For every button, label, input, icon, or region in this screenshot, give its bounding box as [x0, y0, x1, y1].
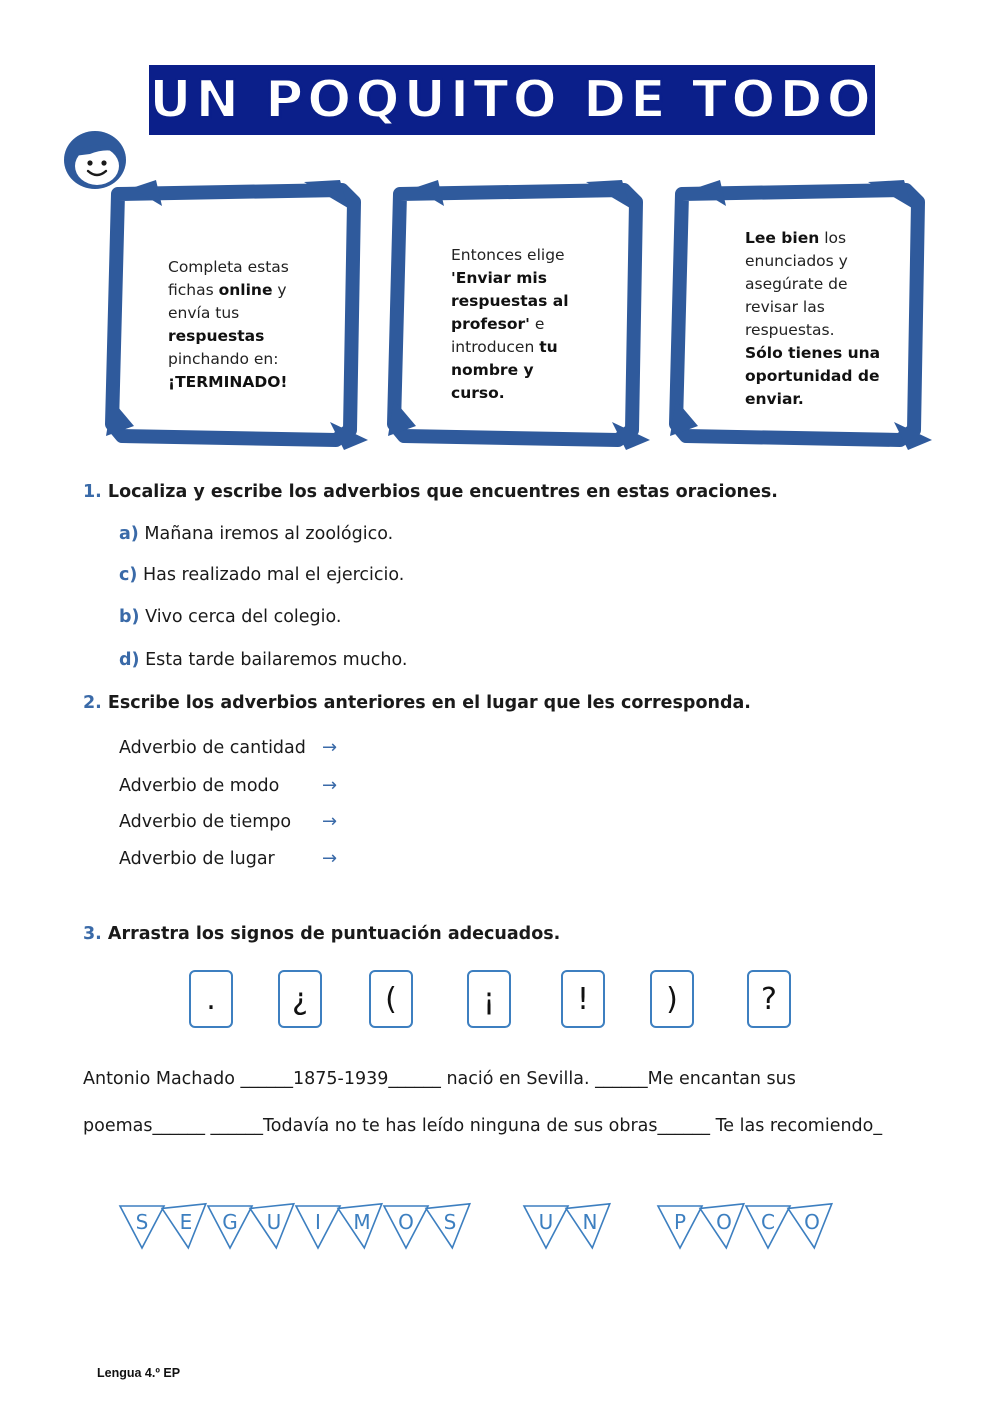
bunting-flag — [208, 1206, 252, 1248]
bunting-flag — [566, 1204, 614, 1250]
bunting-flag — [296, 1206, 340, 1248]
bunting-flag — [700, 1204, 748, 1250]
title-banner — [149, 65, 875, 135]
bunting-letter: G — [222, 1210, 238, 1234]
instruction-text-1: Completa estas fichas online y envía tus respuestas pinchando en: ¡TERMINADO! — [168, 258, 289, 391]
list-item: c) Has realizado mal el ejercicio. — [119, 565, 405, 585]
bunting-letter: S — [443, 1210, 457, 1234]
list-item: b) Vivo cerca del colegio. — [119, 607, 342, 627]
arrow-right-icon: → — [322, 811, 338, 832]
instruction-text-3: Lee bien los enunciados y asegúrate de revisar las respuestas. Sólo tienes una oportunidad de enviar. — [745, 229, 881, 408]
bunting-flag — [658, 1206, 702, 1248]
bunting-flag — [384, 1206, 428, 1248]
question-2-title: 2. Escribe los adverbios anteriores en el lugar que les corresponda. — [83, 693, 751, 713]
bunting-letter: O — [398, 1210, 414, 1234]
drag-tile-open-paren[interactable]: ( — [369, 970, 413, 1028]
bunting-letter: S — [135, 1210, 149, 1234]
bunting-letter: O — [804, 1210, 820, 1234]
bunting-letter: E — [179, 1210, 193, 1234]
question-number: 3. — [83, 924, 102, 944]
list-item: d) Esta tarde bailaremos mucho. — [119, 650, 408, 670]
bunting-flag — [162, 1204, 210, 1250]
bunting-letter: U — [538, 1210, 554, 1234]
adverb-row-lugar: Adverbio de lugar — [119, 849, 275, 869]
adverb-row-tiempo: Adverbio de tiempo — [119, 812, 292, 832]
arrow-right-icon: → — [322, 775, 338, 796]
bunting-letter: I — [315, 1210, 321, 1234]
drag-tile-close-question[interactable]: ? — [747, 970, 791, 1028]
question-3-title: 3. Arrastra los signos de puntuación adecuados. — [83, 924, 561, 944]
drag-tile-open-question[interactable]: ¿ — [278, 970, 322, 1028]
list-item: a) Mañana iremos al zoológico. — [119, 524, 394, 544]
arrow-right-icon: → — [322, 737, 338, 758]
question-1-title: 1. Localiza y escribe los adverbios que encuentres en estas oraciones. — [83, 482, 778, 502]
exercise-sentence-1: Antonio Machado ______1875-1939______ nació en Sevilla. ______Me encantan sus — [83, 1069, 796, 1089]
exercise-sentence-2: poemas______ ______Todavía no te has leído ninguna de sus obras______ Te las recomiendo_ — [83, 1116, 883, 1136]
arrow-right-icon: → — [322, 848, 338, 869]
bunting-flag — [426, 1204, 474, 1250]
bunting-flag — [746, 1206, 790, 1248]
drag-tile-close-exclamation[interactable]: ! — [561, 970, 605, 1028]
drag-tile-open-exclamation[interactable]: ¡ — [467, 970, 511, 1028]
footer-label: Lengua 4.º EP — [97, 1366, 181, 1380]
bunting-flag — [338, 1204, 386, 1250]
adverb-row-cantidad: Adverbio de cantidad — [119, 738, 306, 758]
bunting-letter: U — [266, 1210, 282, 1234]
bunting-flag — [788, 1204, 836, 1250]
bunting-letter: P — [673, 1210, 687, 1234]
bunting-letter: N — [582, 1210, 598, 1234]
instruction-text-2: Entonces elige 'Enviar mis respuestas al profesor' e introducen tu nombre y curso. — [451, 246, 569, 402]
bunting-letter: O — [716, 1210, 732, 1234]
adverb-row-modo: Adverbio de modo — [119, 776, 280, 796]
question-number: 1. — [83, 482, 102, 502]
bunting-letter: C — [761, 1210, 775, 1234]
bunting-flag — [250, 1204, 298, 1250]
bunting-flag — [120, 1206, 164, 1248]
bunting-banner — [110, 1198, 850, 1258]
bunting-flag — [524, 1206, 568, 1248]
drag-tile-period[interactable]: . — [189, 970, 233, 1028]
drag-tile-close-paren[interactable]: ) — [650, 970, 694, 1028]
bunting-letter: M — [353, 1210, 371, 1234]
question-number: 2. — [83, 693, 102, 713]
terminado-link[interactable]: ¡TERMINADO! — [168, 373, 288, 391]
page-title: UN POQUITO DE TODO — [149, 70, 875, 130]
